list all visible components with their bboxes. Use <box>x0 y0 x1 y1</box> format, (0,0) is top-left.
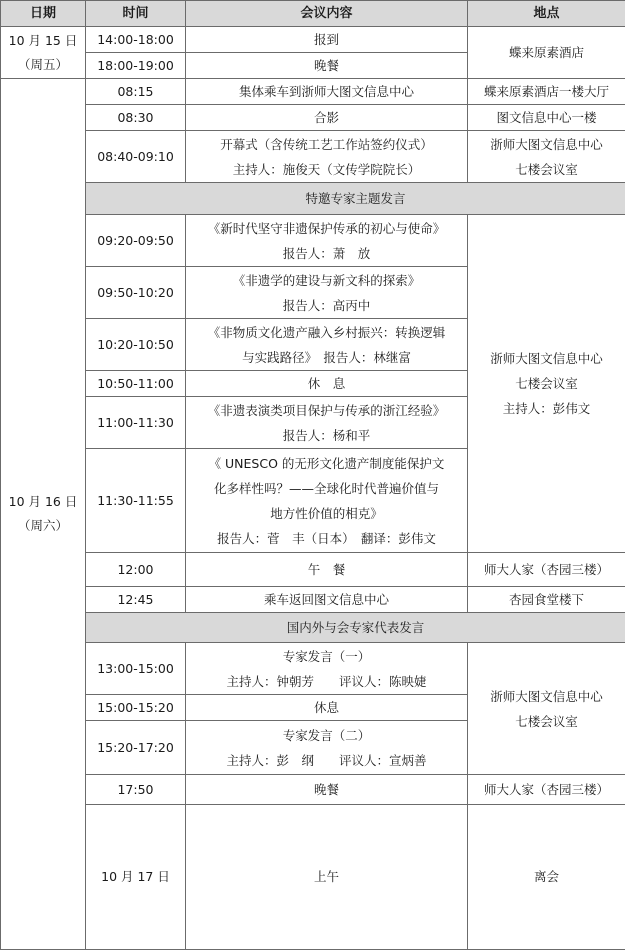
talk-title: 化多样性吗？——全球化时代普遍价值与 <box>188 476 465 501</box>
table-row <box>1 215 625 267</box>
time-cell: 15:20-17:20 <box>86 721 186 775</box>
content-cell: 午 餐 <box>186 553 468 587</box>
content-cell: 集体乘车到浙师大图文信息中心 <box>186 79 468 105</box>
time-cell: 09:20-09:50 <box>86 215 186 267</box>
host-text: 主持人：彭伟文 <box>470 396 623 421</box>
talk-cell <box>186 397 468 449</box>
venue-cell <box>468 643 625 775</box>
opening-title: 开幕式（含传统工艺工作站签约仪式） <box>188 132 465 157</box>
table-row <box>1 27 625 53</box>
weekday-text: （周六） <box>3 514 83 538</box>
talk-title: 《非遗表演类项目保护与传承的浙江经验》 <box>188 398 465 423</box>
venue-cell: 师大人家（杏园三楼） <box>468 775 625 805</box>
table-row <box>1 105 625 131</box>
time-cell: 12:45 <box>86 587 186 613</box>
time-cell: 08:15 <box>86 79 186 105</box>
table-row <box>1 587 625 613</box>
talk-cell <box>186 215 468 267</box>
table-row <box>1 643 625 695</box>
session-title: 专家发言（二） <box>188 723 465 748</box>
content-cell: 乘车返回图文信息中心 <box>186 587 468 613</box>
header-date: 日期 <box>1 1 86 27</box>
session-cell <box>186 721 468 775</box>
venue-line: 浙师大图文信息中心 <box>470 684 623 709</box>
time-cell: 11:00-11:30 <box>86 397 186 449</box>
content-cell: 报到 <box>186 27 468 53</box>
session-cell <box>186 643 468 695</box>
venue-line: 七楼会议室 <box>470 157 623 182</box>
header-row <box>1 1 625 27</box>
section-row <box>1 183 625 215</box>
talk-cell <box>186 319 468 371</box>
speaker-text: 报告人：杨和平 <box>188 423 465 448</box>
section-heading-keynote: 特邀专家主题发言 <box>86 183 625 215</box>
time-cell: 11:30-11:55 <box>86 449 186 553</box>
header-venue: 地点 <box>468 1 625 27</box>
date-text: 10 月 16 日 <box>3 490 83 514</box>
section-row <box>1 613 625 643</box>
content-cell <box>186 131 468 183</box>
time-cell: 10:50-11:00 <box>86 371 186 397</box>
weekday-text: （周五） <box>3 53 83 77</box>
venue-cell: 蝶来原素酒店 <box>468 27 625 79</box>
venue-line: 七楼会议室 <box>470 371 623 396</box>
content-cell: 晚餐 <box>186 53 468 79</box>
venue-cell: 杏园食堂楼下 <box>468 587 625 613</box>
venue-line: 浙师大图文信息中心 <box>470 132 623 157</box>
table-row <box>1 131 625 183</box>
table-row <box>1 805 625 950</box>
venue-cell <box>468 131 625 183</box>
talk-cell <box>186 449 468 553</box>
table-row <box>1 79 625 105</box>
content-cell: 合影 <box>186 105 468 131</box>
venue-cell: 图文信息中心一楼 <box>468 105 625 131</box>
time-cell: 上午 <box>186 805 468 950</box>
date-cell-day2 <box>1 79 86 950</box>
venue-line: 浙师大图文信息中心 <box>470 346 623 371</box>
talk-title: 地方性价值的相克》 <box>188 501 465 526</box>
time-cell: 09:50-10:20 <box>86 267 186 319</box>
talk-title: 《非遗学的建设与新文科的探索》 <box>188 268 465 293</box>
talk-title: 《 UNESCO 的无形文化遗产制度能保护文 <box>188 451 465 476</box>
speaker-text: 报告人：萧 放 <box>188 241 465 266</box>
date-text: 10 月 15 日 <box>3 29 83 53</box>
header-time: 时间 <box>86 1 186 27</box>
time-cell: 08:40-09:10 <box>86 131 186 183</box>
content-cell: 晚餐 <box>186 775 468 805</box>
host-text: 主持人：施俊天（文传学院院长） <box>188 157 465 182</box>
speaker-text: 报告人：菅 丰（日本） 翻译：彭伟文 <box>188 526 465 551</box>
time-cell: 08:30 <box>86 105 186 131</box>
header-content: 会议内容 <box>186 1 468 27</box>
time-cell: 12:00 <box>86 553 186 587</box>
section-heading-experts: 国内外与会专家代表发言 <box>86 613 625 643</box>
session-title: 专家发言（一） <box>188 644 465 669</box>
time-cell: 15:00-15:20 <box>86 695 186 721</box>
venue-line: 七楼会议室 <box>470 709 623 734</box>
time-cell: 14:00-18:00 <box>86 27 186 53</box>
talk-cell <box>186 267 468 319</box>
time-cell: 18:00-19:00 <box>86 53 186 79</box>
host-text: 主持人：钟朝芳 评议人：陈映婕 <box>188 669 465 694</box>
talk-title: 《非物质文化遗产融入乡村振兴：转换逻辑 <box>188 320 465 345</box>
speaker-text: 与实践路径》 报告人：林继富 <box>188 345 465 370</box>
time-cell: 17:50 <box>86 775 186 805</box>
date-cell-day1 <box>1 27 86 79</box>
venue-cell: 师大人家（杏园三楼） <box>468 553 625 587</box>
speaker-text: 报告人：高丙中 <box>188 293 465 318</box>
venue-cell <box>468 215 625 553</box>
host-text: 主持人：彭 纲 评议人：宣炳善 <box>188 748 465 773</box>
venue-cell: 蝶来原素酒店一楼大厅 <box>468 79 625 105</box>
time-cell: 13:00-15:00 <box>86 643 186 695</box>
talk-title: 《新时代坚守非遗保护传承的初心与使命》 <box>188 216 465 241</box>
content-cell: 休息 <box>186 695 468 721</box>
table-row <box>1 775 625 805</box>
date-cell-day3: 10 月 17 日 <box>86 805 186 950</box>
table-row <box>1 553 625 587</box>
content-cell: 离会 <box>468 805 625 950</box>
time-cell: 10:20-10:50 <box>86 319 186 371</box>
content-cell: 休 息 <box>186 371 468 397</box>
